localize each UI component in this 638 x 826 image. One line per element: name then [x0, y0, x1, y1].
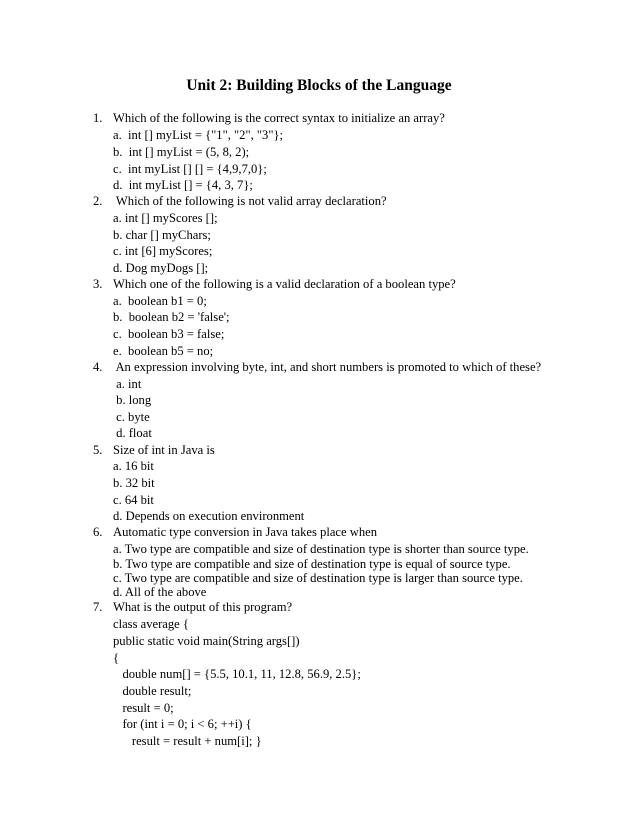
question-4-text: An expression involving byte, int, and short numbers is promoted to which of these? [113, 360, 542, 374]
code-line-2: public static void main(String args[]) [113, 634, 300, 648]
code-line-3: { [113, 651, 120, 665]
question-4-option-d: d. float [113, 426, 152, 440]
question-6-option-c: c. Two type are compatible and size of destination type is larger than source type. [113, 571, 523, 585]
question-7-number: 7. [93, 600, 103, 614]
question-7-text: What is the output of this program? [113, 600, 293, 614]
page-title: Unit 2: Building Blocks of the Language [186, 77, 452, 94]
question-5-option-c: c. 64 bit [113, 493, 154, 507]
question-3-option-c: c. boolean b3 = false; [113, 327, 225, 341]
question-6-option-d: d. All of the above [113, 585, 207, 599]
question-2-option-b: b. char [] myChars; [113, 228, 211, 242]
question-1-option-b: b. int [] myList = (5, 8, 2); [113, 145, 250, 159]
question-4-option-b: b. long [113, 393, 152, 407]
question-5-option-a: a. 16 bit [113, 459, 154, 473]
code-line-6: result = 0; [113, 701, 174, 715]
question-3-option-b: b. boolean b2 = 'false'; [113, 310, 230, 324]
question-3-option-a: a. boolean b1 = 0; [113, 294, 207, 308]
question-5-option-b: b. 32 bit [113, 476, 155, 490]
question-6-text: Automatic type conversion in Java takes place when [113, 525, 378, 539]
question-5-text: Size of int in Java is [113, 443, 215, 457]
question-3-text: Which one of the following is a valid declaration of a boolean type? [113, 277, 456, 291]
code-line-7: for (int i = 0; i < 6; ++i) { [113, 717, 252, 731]
question-6-option-b: b. Two type are compatible and size of destination type is equal of source type. [113, 557, 511, 571]
code-line-4: double num[] = {5.5, 10.1, 11, 12.8, 56.9, 2.5}; [113, 667, 361, 681]
question-1-text: Which of the following is the correct syntax to initialize an array? [113, 111, 445, 125]
question-4-option-a: a. int [113, 377, 142, 391]
question-2-text: Which of the following is not valid array declaration? [113, 194, 387, 208]
question-1-number: 1. [93, 111, 103, 125]
question-2-option-c: c. int [6] myScores; [113, 244, 213, 258]
question-5-option-d: d. Depends on execution environment [113, 509, 305, 523]
question-1-option-a: a. int [] myList = {"1", "2", "3"}; [113, 128, 284, 142]
code-line-5: double result; [113, 684, 192, 698]
question-1-option-c: c. int myList [] [] = {4,9,7,0}; [113, 162, 267, 176]
question-3-option-e: e. boolean b5 = no; [113, 344, 214, 358]
question-6-option-a: a. Two type are compatible and size of destination type is shorter than source type. [113, 542, 529, 556]
question-2-option-d: d. Dog myDogs []; [113, 261, 209, 275]
code-line-1: class average { [113, 617, 189, 631]
question-4-number: 4. [93, 360, 103, 374]
question-6-number: 6. [93, 525, 103, 539]
question-4-option-c: c. byte [113, 410, 150, 424]
question-2-option-a: a. int [] myScores []; [113, 211, 218, 225]
question-3-number: 3. [93, 277, 103, 291]
question-1-option-d: d. int myList [] = {4, 3, 7}; [113, 178, 253, 192]
code-line-8: result = result + num[i]; } [113, 734, 262, 748]
question-5-number: 5. [93, 443, 103, 457]
question-2-number: 2. [93, 194, 103, 208]
